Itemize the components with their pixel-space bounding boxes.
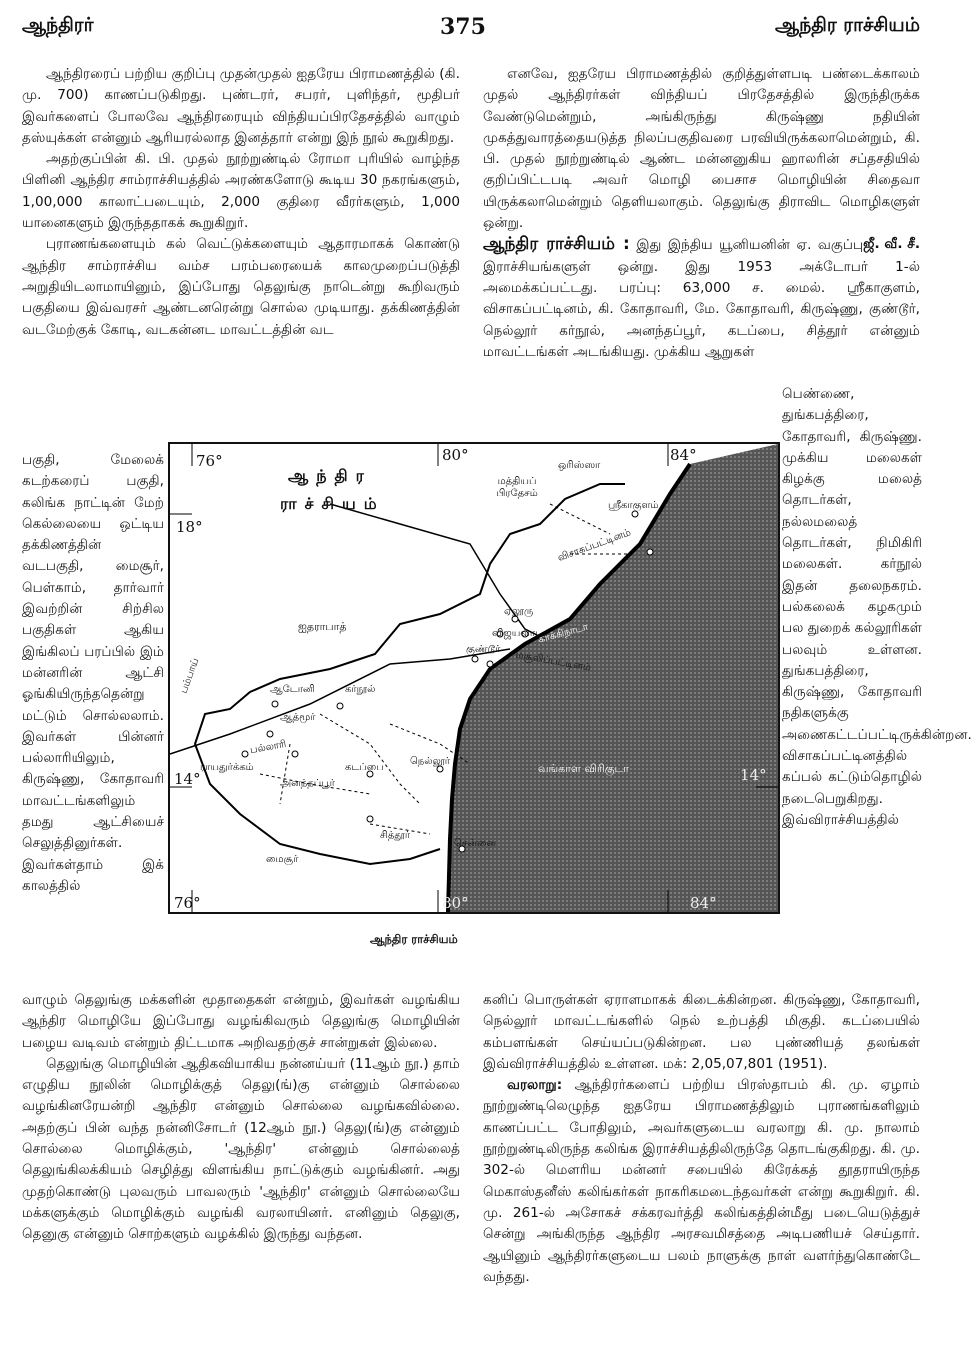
label-bellary: பல்லாரி — [249, 738, 288, 757]
label-bombay: பம்பாய் — [178, 656, 202, 695]
running-head-left: ஆந்திரர் — [22, 14, 94, 36]
map-caption: ஆந்திர ராச்சியம் — [370, 932, 458, 946]
label-anantapur: அனந்தப்பூர் — [280, 778, 335, 789]
label-kakinada: காக்கிநாடா — [537, 621, 590, 646]
paragraph: எனவே, ஐதரேய பிராமணத்தில் குறித்துள்ளபடி பண்டைக்காலம் முதல் ஆந்திரர்கள் விந்தியப் பிரதேசத்தில் இருந்திருக்க வேண்டுமென்றும், அங்கிருந்து கிருஷ்ணு நதியின் முகத்துவாரத்தையடுத்த நிலப்பகுதிவரை பரவியிருக்கலாமென்றும், கி. பி. முதல் நூற்றுண்டில் ஆண்ட மன்னனுகிய ஹாலரின் சப்தசதியில் குறிப்பிட்டபடி அவர் மொழி பைசாச மொழியின் சிதைவா யிருக்கலாமென்றும் தெளியலாகும். தெலுங்கு திராவிட மொழிகளுள் ஒன்று. — [483, 66, 920, 232]
sea-area — [448, 444, 778, 912]
degree-label: 76° — [174, 894, 201, 912]
paragraph: வாழும் தெலுங்கு மக்களின் மூதாதைகள் என்றும், இவர்கள் வழங்கிய ஆந்திர மொழியே இப்போது வழங்கிவரும் தெலுங்கு மொழியின் பழைய வடிவம் என்றும் திட்டமாக அறிவதற்குச் சான்றுகள் இல்லை. — [22, 992, 460, 1051]
label-guntur: குண்டூர் — [466, 644, 501, 655]
paragraph: தெலுங்கு மொழியின் ஆதிகவியாகிய நன்னய்யர் (11ஆம் நூ.) தாம் எழுதிய நூலின் மொழிக்குத் தெலு(ங்)கு என்னும் சொல்லை வழங்கினரேயன்றி ஆந்திர என்னும் சொல்லை வழங்கவில்லை. அதற்குப் பின் வந்த நன்னிசோடர் (12ஆம் நூ.) தெலு(ங்)கு என்னும் சொல்லை மொழிக்கும், 'ஆந்திர' என்னும் சொல்லைத் தெலுங்கிலக்கியம் செழித்து விளங்கிய நாட்டுக்கும் வழங்கினர். அது முதற்கொண்டு புலவரும் பாவலரும் 'ஆந்திர' என்னும் சொல்லையே மக்களுக்கும் மொழிக்கும் வழங்கி வரலாயினர். எனினும் தெலுகு, தெனுகு என்னும் சொற்களும் வழக்கில் இருந்து வந்தன. — [22, 1055, 460, 1243]
label-srikakulam: ஸ்ரீகாகுளம் — [608, 500, 659, 511]
paragraph: கனிப் பொருள்கள் ஏராளமாகக் கிடைக்கின்றன. கிருஷ்ணு, கோதாவரி, நெல்லூர் மாவட்டங்களில் நெல் உற்பத்தி மிகுதி. கடப்பையில் கம்பளங்கள் செய்யப்படுகின்றன. பல புண்ணியத் தலங்கள் இவ்விராச்சியத்தில் உள்ளன. மக்: 2,05,07,801 (1951). — [483, 992, 920, 1072]
andhra-state-map — [168, 442, 780, 914]
history-paragraph — [483, 1075, 920, 1288]
page-number: 375 — [440, 14, 486, 40]
label-madhya-pradesh: மத்தியப் பிரதேசம் — [496, 476, 538, 499]
degree-label: 84° — [690, 894, 717, 912]
label-kurnool: கர்நூல் — [345, 684, 376, 695]
label-nellore: நெல்லூர் — [410, 756, 450, 767]
label-bay-of-bengal: வங்காள விரிகுடா — [538, 762, 630, 775]
left-wrap-text — [22, 450, 164, 897]
right-column-top — [483, 64, 920, 363]
entry-headword: ஆந்திர ராச்சியம் : — [483, 234, 630, 255]
paragraph: ஆந்திரரைப் பற்றிய குறிப்பு முதன்முதல் ஐதரேய பிராமணத்தில் (கி. மு. 700) காணப்படுகிறது. புண்டரர், சபரர், புளிந்தர், மூதிபர் இவர்களைப் போலவே ஆந்திரரையும் விந்தியப்பிரதேசத்தில் வாழும் தஸ்யுக்கள் என்னும் ஆரியரல்லாத இனத்தார் என்று இந் நூல் கூறுகிறது. — [22, 66, 460, 146]
label-atmakur: ஆத்மூர் — [280, 712, 316, 723]
degree-label: 84° — [670, 446, 697, 464]
label-visakhapatnam: விசாகப்பட்டினம் — [556, 527, 633, 564]
entry-text: இது இந்திய யூனியனின் ஏ. வகுப்பு இராச்சியங்களுள் ஒன்று. இது 1953 அக்டோபர் 1-ல் அமைக்கப்பட்டது. பரப்பு: 63,000 ச. மைல். ஸ்ரீகாகுளம், விசாகப்பட்டினம், கி. கோதாவரி, மே. கோதாவரி, கிருஷ்ணு, குண்டூர், நெல்லூர் கர்நூல், அனந்தப்பூர், கடப்பை, சித்தூர் என்னும் மாவட்டங்கள் அடங்கியது. முக்கிய ஆறுகள் — [483, 237, 920, 360]
label-madras: சென்னை — [454, 838, 497, 849]
entry-paragraph — [483, 234, 920, 363]
label-adoni: ஆடோனி — [270, 684, 315, 695]
label-machilipatnam: மசூலிப்பட்டினம் — [514, 649, 592, 674]
paragraph: அதற்குப்பின் கி. பி. முதல் நூற்றுண்டில் ரோமா புரியில் வாழ்ந்த பிளினி ஆந்திர சாம்ராச்சியத்தில் அரண்களோடு கூடிய 30 நகரங்களும், 1,00,000 காலாட்படையும், 2,000 குதிரை வீரர்களும், 1,000 யானைகளும் இருந்ததாகக் கூறுகிறுர். — [22, 151, 460, 232]
label-mysore: மைசூர் — [266, 854, 299, 865]
label-vijayawada: விஜயவாடா — [492, 628, 549, 639]
degree-label: 80° — [442, 446, 469, 464]
label-chittoor: சித்தூர் — [380, 830, 411, 841]
history-text: ஆந்திரர்களைப் பற்றிய பிரஸ்தாபம் கி. மு. ஏழாம் நூற்றுண்டிலெழுந்த ஐதரேய பிராமணத்திலும் புராணங்களிலும் காணப்பட்ட போதிலும், அவர்களுடைய வரலாறு கி. மு. நாலாம் நூற்றுண்டிலிருந்த கலிங்க இராச்சியத்திலிருந்தே தொடங்குகிறது. கி. மு. 302-ல் மௌரிய மன்னர் சபையில் கிரேக்கத் தூதராயிருந்த மெகாஸ்தனீஸ் கலிங்கர்கள் நாகரிகமடைந்தவர்கள் என்று கூறுகிறுர். கி. மு. 261-ல் அசோகச் சக்கரவர்த்தி கலிங்கத்தின்மீது படையெடுத்துச் சென்று அங்கிருந்த ஆந்திர அரசவமிசத்தை அடிபணியச் செய்தார். ஆயினும் ஆந்திரர்களுடைய பலம் நாளுக்கு நாள் வளர்ந்துகொண்டே வந்தது. — [483, 1077, 920, 1285]
paragraph: பகுதி, மேலைக் கடற்கரைப் பகுதி, கலிங்க நாட்டின் மேற் கெல்லையை ஒட்டிய தக்கிணத்தின் வடபகுதி, மைசூர், பெள்காம், தார்வார் இவற்றின் சிற்சில பகுதிகள் ஆகிய இங்கிலப் பரப்பில் இம் மன்னரின் ஆட்சி ஓங்கியிருந்ததென்று மட்டும் சொல்லலாம். இவர்கள் பின்னர் பல்லாரியிலும், கிருஷ்ணு, கோதாவரி மாவட்டங்களிலும் தமது ஆட்சியைச் செலுத்தினுர்கள். இவர்கள்தாம் இக் காலத்தில் — [22, 452, 164, 894]
degree-label: 14° — [174, 770, 201, 788]
author-initials: ஜீ. வீ. சீ. — [863, 236, 920, 253]
degree-label: 76° — [196, 452, 223, 470]
left-column-top — [22, 64, 460, 341]
right-wrap-text — [782, 384, 972, 831]
label-cuddapah: கடப்பை — [345, 762, 384, 773]
degree-label: 18° — [176, 518, 203, 536]
paragraph: பெண்ணை, துங்கபத்திரை, கோதாவரி, கிருஷ்ணு. முக்கிய மலைகள் கிழக்கு மலைத் தொடர்கள், நல்லமலைத் தொடர்கள், நிமிகிரி மலைகள். கர்நூல் இதன் தலைநகரம். பல்கலைக் கழகமும் பல துறைக் கல்லூரிகள் பலவும் உள்ளன. துங்கபத்திரை, கிருஷ்ணு, கோதாவரி நதிகளுக்கு அணைகட்டப்பட்டிருக்கின்றன. விசாகப்பட்டினத்தில் கப்பல் கட்டும்தொழில் நடைபெறுகிறது. இவ்விராச்சியத்தில் — [782, 386, 972, 828]
label-eluru: ஏலூரு — [504, 606, 534, 617]
paragraph: புராணங்களையும் கல் வெட்டுக்களையும் ஆதாரமாகக் கொண்டு ஆந்திர சாம்ராச்சிய வம்ச பரம்பரையைக் காலமுறைப்படுத்தி அறுதியிடலாமாயினும், இப்போது தெலுங்கு நாடென்று கூறிவரும் பகுதியை இவ்வரசர் ஆண்டனரென்று சொல்ல முடியாது. தக்கிணத்தின் வடமேற்குக் கோடி, வடகன்னட மாவட்டத்தின் வட — [22, 236, 460, 338]
left-column-bottom — [22, 990, 460, 1246]
label-hyderabad: ஐதராபாத் — [298, 620, 347, 633]
degree-label: 14° — [740, 766, 767, 784]
history-subhead: வரலாறு: — [507, 1077, 563, 1094]
degree-label: 80° — [442, 894, 469, 912]
map-title-line1: ஆந்திர — [288, 466, 372, 485]
map-title-line2: ராச்சியம் — [280, 494, 385, 513]
running-head-right: ஆந்திர ராச்சியம் — [775, 14, 920, 36]
right-column-bottom — [483, 990, 920, 1288]
label-orissa: ஒரிஸ்ஸா — [558, 460, 601, 471]
label-rayadurg: ராயதுர்க்கம் — [200, 762, 254, 773]
